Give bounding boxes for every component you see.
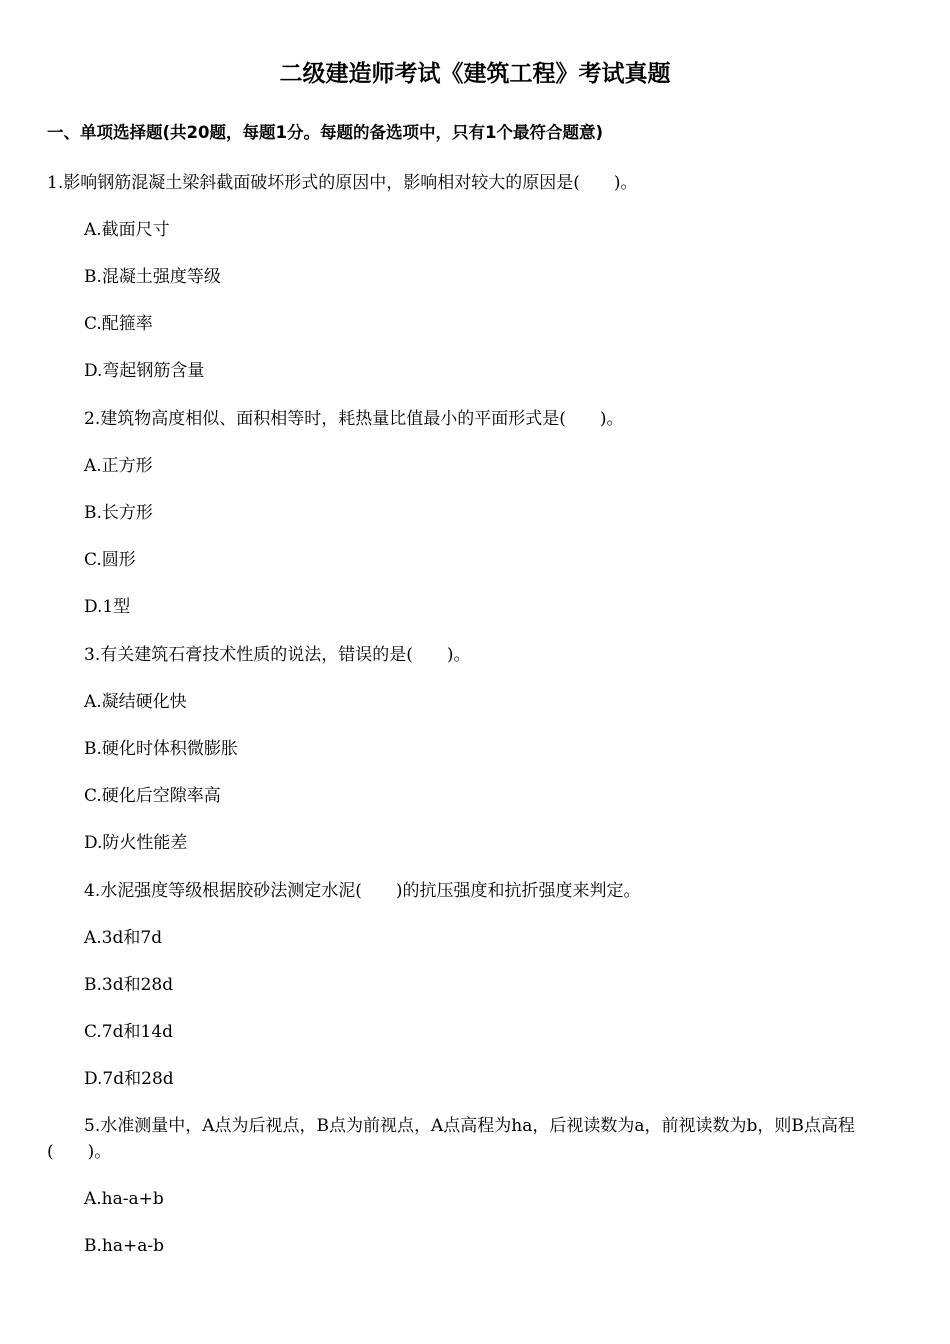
question-5-option-b: B.ha+a-b (84, 1236, 164, 1256)
question-4-option-b: B.3d和28d (84, 975, 174, 995)
question-4-option-d: D.7d和28d (84, 1069, 174, 1089)
question-4-option-c: C.7d和14d (84, 1022, 174, 1042)
question-2-option-d: D.1型 (84, 597, 131, 617)
section-heading: 一、单项选择题(共20题，每题1分。每题的备选项中，只有1个最符合题意) (47, 123, 604, 142)
question-2-option-b: B.长方形 (84, 503, 153, 523)
question-3-stem: 3.有关建筑石膏技术性质的说法，错误的是( )。 (84, 645, 471, 665)
question-1-option-b: B.混凝土强度等级 (84, 267, 221, 287)
document-title: 二级建造师考试《建筑工程》考试真题 (279, 61, 671, 87)
question-3-option-a: A.凝结硬化快 (84, 692, 187, 712)
question-1-stem: 1.影响钢筋混凝土梁斜截面破坏形式的原因中，影响相对较大的原因是( )。 (47, 173, 638, 193)
question-2-option-a: A.正方形 (84, 456, 153, 476)
question-1-option-c: C.配箍率 (84, 314, 153, 334)
question-5-option-a: A.ha-a+b (84, 1189, 164, 1209)
question-2-option-c: C.圆形 (84, 550, 136, 570)
question-5-stem: 5.水准测量中，A点为后视点，B点为前视点，A点高程为ha，后视读数为a，前视读数为b，则B点高程( )。 (47, 1116, 855, 1162)
question-4-stem: 4.水泥强度等级根据胶砂法测定水泥( )的抗压强度和抗折强度来判定。 (84, 881, 641, 901)
question-3-option-b: B.硬化时体积微膨胀 (84, 739, 238, 759)
question-2-stem: 2.建筑物高度相似、面积相等时，耗热量比值最小的平面形式是( )。 (84, 409, 624, 429)
question-1-option-d: D.弯起钢筋含量 (84, 361, 205, 381)
question-3-option-d: D.防火性能差 (84, 833, 188, 853)
question-3-option-c: C.硬化后空隙率高 (84, 786, 221, 806)
question-1-option-a: A.截面尺寸 (84, 220, 170, 240)
question-4-option-a: A.3d和7d (84, 928, 163, 948)
